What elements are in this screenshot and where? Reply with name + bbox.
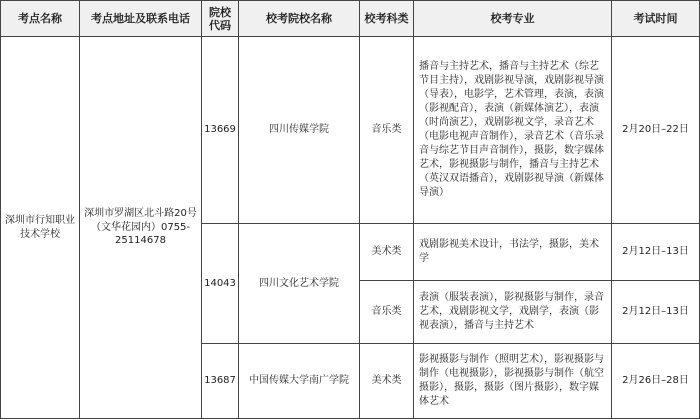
header-address: 考点地址及联系电话: [80, 1, 202, 37]
exam-category: 美术类: [360, 344, 414, 419]
school-name: 四川传媒学院: [239, 37, 360, 224]
exam-time: 2月26日–28日: [612, 344, 700, 419]
header-time: 考试时间: [612, 1, 700, 37]
exam-majors: 影视摄影与制作（照明艺术），影视摄影与制作（电视摄影），影视摄影与制作（航空摄影），摄影，摄影（图片摄影），数字媒体艺术: [414, 344, 612, 419]
header-code: [202, 1, 239, 37]
header-code-text: 院校代码: [209, 5, 231, 32]
site-name: 深圳市行知职业技术学校: [1, 37, 80, 419]
header-site: 考点名称: [1, 1, 80, 37]
exam-time: 2月12日–13日: [612, 281, 700, 344]
header-school: 校考院校名称: [239, 1, 360, 37]
exam-time: 2月20日–22日: [612, 37, 700, 224]
exam-category: 音乐类: [360, 281, 414, 344]
exam-majors: 播音与主持艺术，播音与主持艺术（综艺节目主持），戏剧影视导演，戏剧影视导演（导表），电影学，艺术管理，表演，表演（影视配音），表演（新媒体演艺），表演（时尚演艺），戏剧影视文学，录音艺术（电影电视声音制作），录音艺术（音乐录音与综艺节目声音制作），摄影，数字媒体艺术，影视摄影与制作，播音与主持艺术（英汉双语播音），戏剧影视导演（新媒体导演）: [414, 37, 612, 224]
school-code: 14043: [202, 224, 239, 344]
exam-category: 美术类: [360, 224, 414, 281]
header-row: [1, 1, 700, 37]
table-row: [1, 37, 700, 224]
school-code: 13687: [202, 344, 239, 419]
header-category: 校考科类: [360, 1, 414, 37]
exam-majors: 戏剧影视美术设计，书法学，摄影，美术学: [414, 224, 612, 281]
exam-majors: 表演（服装表演），影视摄影与制作，录音艺术，戏剧影视文学，戏剧学，表演（影视表演），播音与主持艺术: [414, 281, 612, 344]
exam-category: 音乐类: [360, 37, 414, 224]
exam-time: 2月12日–13日: [612, 224, 700, 281]
school-name: 四川文化艺术学院: [239, 224, 360, 344]
school-code: 13669: [202, 37, 239, 224]
header-majors: 校考专业: [414, 1, 612, 37]
site-address: 深圳市罗湖区北斗路20号（文华花园内）0755-25114678: [80, 37, 202, 419]
school-name: 中国传媒大学南广学院: [239, 344, 360, 419]
